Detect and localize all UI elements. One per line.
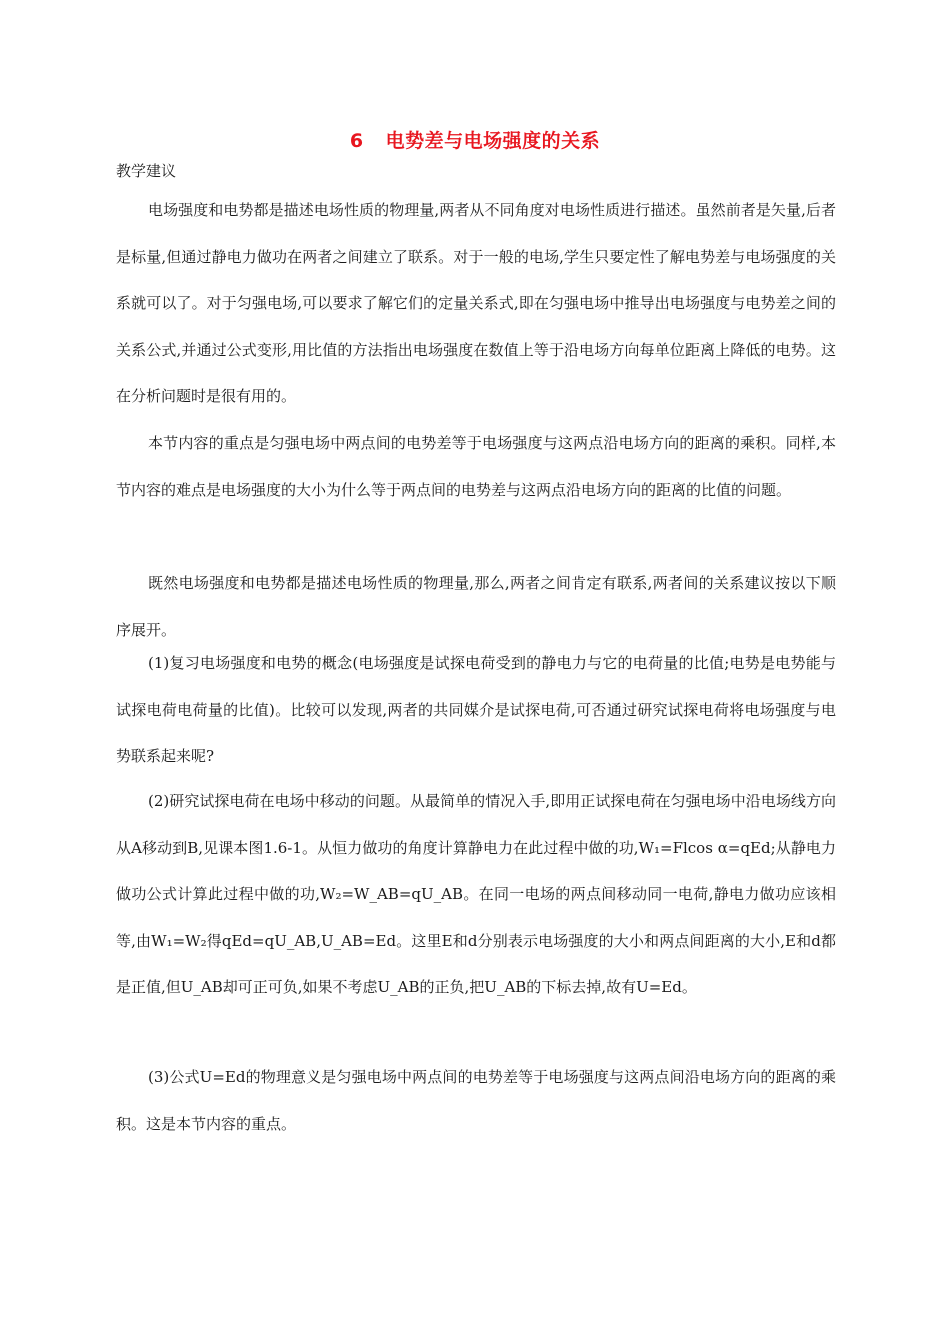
- section-number: 6: [349, 130, 364, 152]
- paragraph-3: 既然电场强度和电势都是描述电场性质的物理量,那么,两者之间肯定有联系,两者间的关系建议按以下顺序展开。: [116, 574, 836, 639]
- paragraph-6: (3)公式U=Ed的物理意义是匀强电场中两点间的电势差等于电场强度与这两点间沿电场方向的距离的乘积。这是本节内容的重点。: [116, 1068, 836, 1133]
- title-text: 电势差与电场强度的关系: [385, 130, 601, 152]
- paragraph-5: (2)研究试探电荷在电场中移动的问题。从最简单的情况入手,即用正试探电荷在匀强电场中沿电场线方向从A移动到B,见课本图1.6-1。从恒力做功的角度计算静电力在此过程中做的功,W₁=Flcos α=qEd;从静电力做功公式计算此过程中做的功,W₂=W_AB=qU_AB。在同一电场的两点间移动同一电荷,静电力做功应该相等,由W₁=W₂得qEd=qU_AB,U_AB=Ed。这里E和d分别表示电场强度的大小和两点间距离的大小,E和d都是正值,但U_AB却可正可负,如果不考虑U_AB的正负,把U_AB的下标去掉,故有U=Ed。: [116, 792, 836, 996]
- paragraph-2: 本节内容的重点是匀强电场中两点间的电势差等于电场强度与这两点沿电场方向的距离的乘积。同样,本节内容的难点是电场强度的大小为什么等于两点间的电势差与这两点沿电场方向的距离的比值的问题。: [116, 434, 836, 499]
- section-heading: 教学建议: [116, 162, 177, 180]
- page-title: [0, 126, 950, 153]
- paragraph-1: 电场强度和电势都是描述电场性质的物理量,两者从不同角度对电场性质进行描述。虽然前者是矢量,后者是标量,但通过静电力做功在两者之间建立了联系。对于一般的电场,学生只要定性了解电势差与电场强度的关系就可以了。对于匀强电场,可以要求了解它们的定量关系式,即在匀强电场中推导出电场强度与电势差之间的关系公式,并通过公式变形,用比值的方法指出电场强度在数值上等于沿电场方向每单位距离上降低的电势。这在分析问题时是很有用的。: [116, 201, 836, 405]
- paragraph-4: (1)复习电场强度和电势的概念(电场强度是试探电荷受到的静电力与它的电荷量的比值;电势是电势能与试探电荷电荷量的比值)。比较可以发现,两者的共同媒介是试探电荷,可否通过研究试探电荷将电场强度与电势联系起来呢?: [116, 654, 836, 765]
